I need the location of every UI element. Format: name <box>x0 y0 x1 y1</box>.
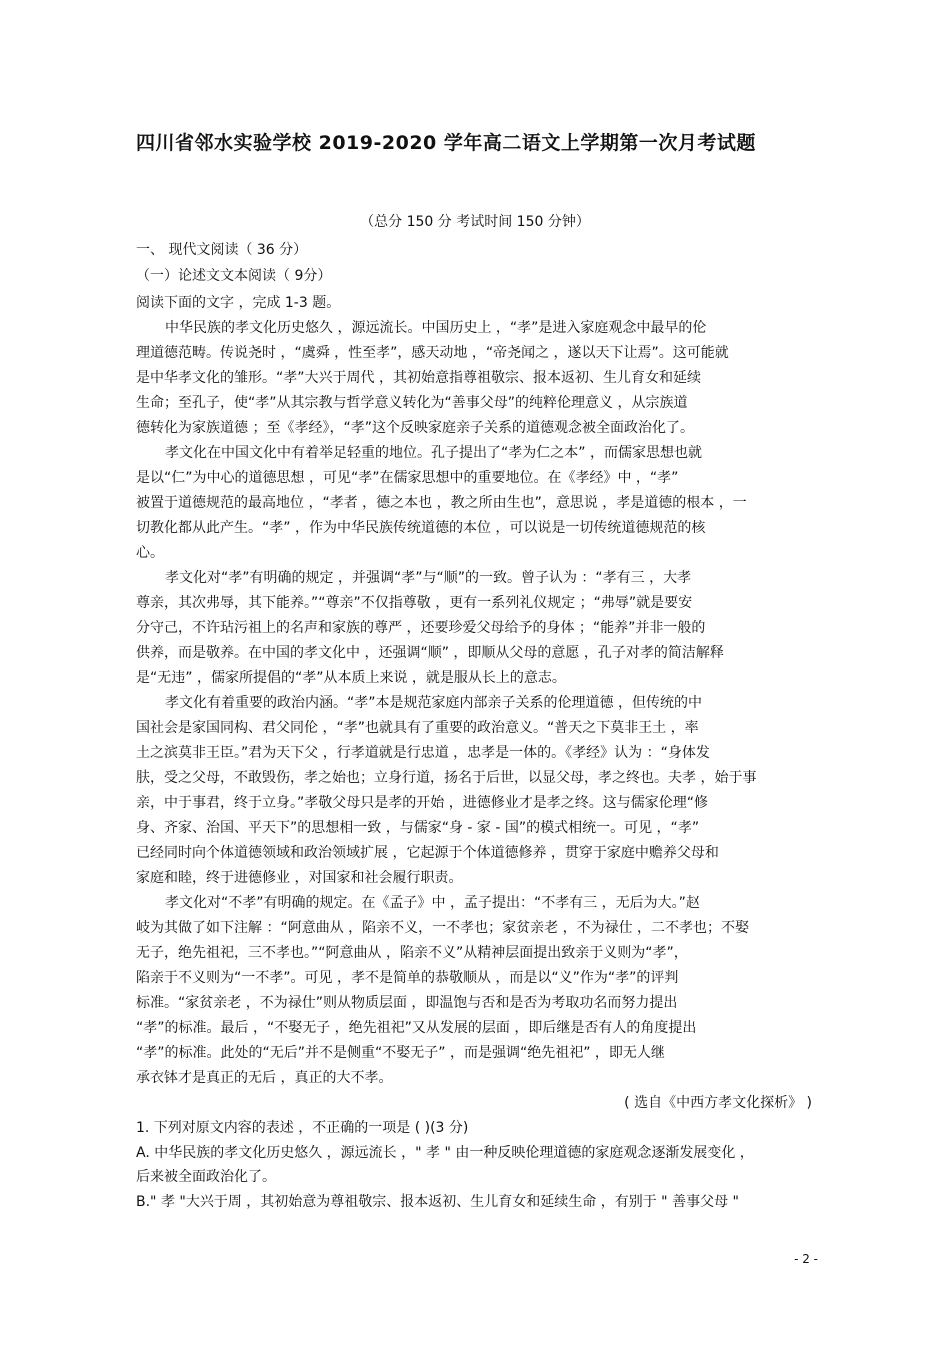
passage-line: 是以“仁”为中心的道德思想 ，可见“孝”在儒家思想中的重要地位。在《孝经》中 ，“孝” <box>136 470 679 486</box>
option-a: A. 中华民族的孝文化历史悠久 ，源远流长 ，" 孝 " 由一种反映伦理道德的家庭观念逐渐发展变化 ， <box>136 1145 754 1161</box>
passage-line: 身、齐家、治国、平天下”的思想相一致 ，与儒家“身 - 家 - 国”的模式相统一。可见 ，“孝” <box>136 820 700 836</box>
passage-line: 标准。“家贫亲老 ，不为禄仕”则从物质层面 ，即温饱与否和是否为考取功名而努力提出 <box>136 995 678 1011</box>
passage-line: 孝文化对“不孝”有明确的规定。在《孟子》中 ，孟子提出：“不孝有三 ，无后为大。”赵 <box>165 895 700 911</box>
passage-line: 土之滨莫非王臣。”君为天下父 ，行孝道就是行忠道 ，忠孝是一体的。《孝经》认为 ：“身体发 <box>136 745 710 761</box>
passage-line: 供养，而是敬养。在中国的孝文化中 ，还强调“顺” ，即顺从父母的意愿 ，孔子对孝的简洁解释 <box>136 645 724 661</box>
passage-line: 分守己，不许玷污祖上的名声和家族的尊严 ，还要珍爱父母给予的身体 ；“能养”并非一般的 <box>136 620 706 636</box>
question-1: 1. 下列对原文内容的表述 ，不正确的一项是 ( )(3 分) <box>136 1120 469 1136</box>
passage-line: 是“无违” ，儒家所提倡的“孝”从本质上来说 ，就是服从长上的意志。 <box>136 670 566 686</box>
passage-line: 德转化为家族道德 ；至《孝经》，“孝”这个反映家庭亲子关系的道德观念被全面政治化了。 <box>136 420 694 436</box>
passage-line: “孝”的标准。最后 ，“不娶无子 ，绝先祖祀”又从发展的层面 ，即后继是否有人的角度提出 <box>136 1020 697 1036</box>
subsection-heading: （一）论述文文本阅读（ 9分） <box>136 268 332 284</box>
passage-line: “孝”的标准。此处的“无后”并不是侧重“不娶无子” ，而是强调“绝先祖祀” ，即无人继 <box>136 1045 665 1061</box>
passage-line: 尊亲，其次弗辱，其下能养。”“尊亲”不仅指尊敬 ，更有一系列礼仪规定 ；“弗辱”就是要安 <box>136 595 693 611</box>
passage-line: 肤，受之父母，不敢毁伤，孝之始也；立身行道，扬名于后世，以显父母，孝之终也。夫孝 ，始于事 <box>136 770 757 786</box>
passage-line: 承衣钵才是真正的无后 ，真正的大不孝。 <box>136 1070 393 1086</box>
passage-line: 孝文化在中国文化中有着举足轻重的地位。孔子提出了“孝为仁之本” ，而儒家思想也就 <box>165 445 702 461</box>
passage-line: 岐为其做了如下注解 ：“阿意曲从 ，陷亲不义，一不孝也；家贫亲老 ，不为禄仕 ，二不孝也；不娶 <box>136 920 750 936</box>
passage-line: 理道德范畴。传说尧时 ，“虞舜 ，性至孝”，感天动地 ，“帝尧闻之 ，遂以天下让焉”。这可能就 <box>136 345 729 361</box>
passage-line: 中华民族的孝文化历史悠久 ，源远流长。中国历史上 ，“孝”是进入家庭观念中最早的伦 <box>165 320 707 336</box>
reading-instruction: 阅读下面的文字 ，完成 1-3 题。 <box>136 295 341 311</box>
passage-line: 生命；至孔子，使“孝”从其宗教与哲学意义转化为“善事父母”的纯粹伦理意义 ，从宗族道 <box>136 395 688 411</box>
passage-line: 孝文化有着重要的政治内涵。“孝”本是规范家庭内部亲子关系的伦理道德 ，但传统的中 <box>165 695 702 711</box>
section-heading: 一、 现代文阅读（ 36 分） <box>136 242 308 258</box>
passage-line: 心。 <box>136 545 164 561</box>
option-a-continued: 后来被全面政治化了。 <box>136 1169 276 1185</box>
passage-line: 国社会是家国同构、君父同伦 ，“孝”也就具有了重要的政治意义。“普天之下莫非王土 ，率 <box>136 720 699 736</box>
passage-line: 亲，中于事君，终于立身。”孝敬父母只是孝的开始 ，进德修业才是孝之终。这与儒家伦理“修 <box>136 795 708 811</box>
passage-line: 无子，绝先祖祀，三不孝也。”“阿意曲从 ，陷亲不义”从精神层面提出致亲于义则为“孝”， <box>136 945 688 961</box>
passage-line: 已经同时向个体道德领域和政治领域扩展 ，它起源于个体道德修养 ，贯穿于家庭中赡养父母和 <box>136 845 719 861</box>
page-title: 四川省邻水实验学校 2019-2020 学年高二语文上学期第一次月考试题 <box>136 132 756 154</box>
exam-info: （总分 150 分 考试时间 150 分钟） <box>360 214 590 230</box>
passage-line: 切教化都从此产生。“孝” ，作为中华民族传统道德的本位 ，可以说是一切传统道德规范的核 <box>136 520 706 536</box>
passage-line: 被置于道德规范的最高地位 ，“孝者 ，德之本也 ，教之所由生也”，意思说 ，孝是道德的根本 ，一 <box>136 495 747 511</box>
source-citation: ( 选自《中西方孝文化探析》 ) <box>624 1095 812 1111</box>
passage-line: 孝文化对“孝”有明确的规定 ，并强调“孝”与“顺”的一致。曾子认为 ：“孝有三 ，大孝 <box>165 570 692 586</box>
passage-line: 是中华孝文化的雏形。“孝”大兴于周代 ，其初始意指尊祖敬宗、报本返初、生儿育女和延续 <box>136 370 701 386</box>
option-b: B." 孝 "大兴于周 ，其初始意为尊祖敬宗、报本返初、生儿育女和延续生命 ，有别于 " 善事父母 " <box>136 1194 739 1210</box>
page-number: - 2 - <box>794 1252 818 1266</box>
passage-line: 陷亲于不义则为“一不孝”。可见 ，孝不是简单的恭敬顺从 ，而是以“义”作为“孝”的评判 <box>136 970 679 986</box>
passage-line: 家庭和睦，终于进德修业 ，对国家和社会履行职责。 <box>136 870 463 886</box>
